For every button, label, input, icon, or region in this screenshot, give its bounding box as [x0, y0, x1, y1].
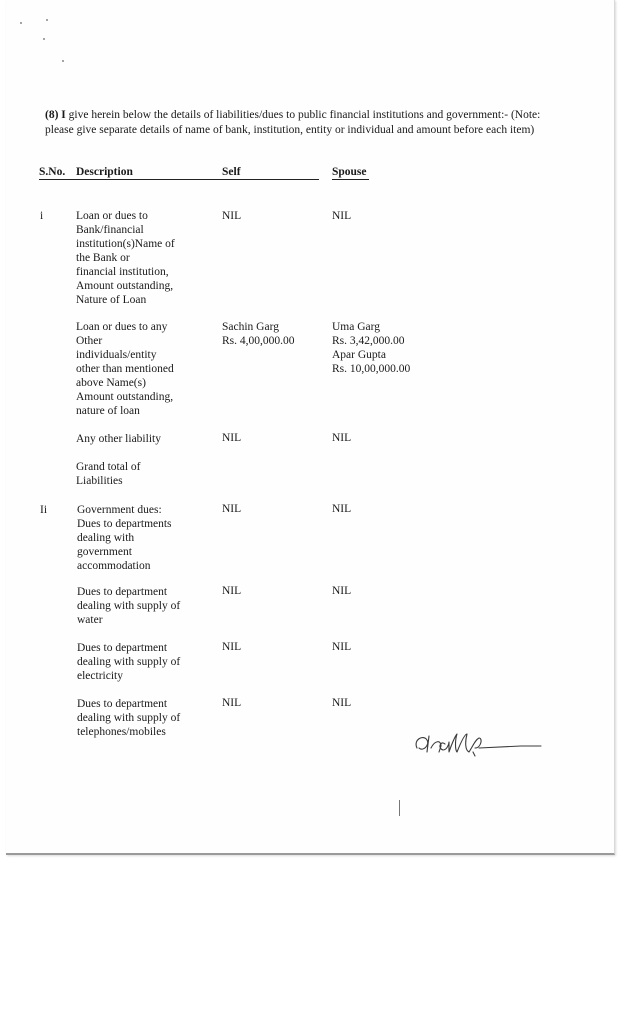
row-description: Dues to department dealing with supply of water	[77, 586, 181, 626]
scan-speck	[62, 60, 64, 62]
scan-speck	[46, 19, 48, 21]
row-self: NIL	[222, 697, 242, 709]
row-sno: i	[40, 210, 44, 222]
scan-mark	[399, 800, 400, 816]
row-spouse: NIL	[332, 585, 352, 597]
row-description: Grand total of Liabilities	[76, 461, 141, 487]
row-spouse: NIL	[332, 697, 352, 709]
row-spouse: NIL	[332, 641, 352, 653]
column-header-description: Description	[76, 166, 133, 178]
row-self: Sachin Garg Rs. 4,00,000.00	[222, 321, 295, 347]
row-description: Dues to department dealing with supply of electricity	[77, 642, 181, 682]
row-self: NIL	[222, 585, 242, 597]
column-header-self: Self	[222, 166, 241, 178]
row-spouse: NIL	[332, 210, 352, 222]
row-description: Dues to department dealing with supply of telephones/mobiles	[77, 698, 181, 738]
row-sno: Ii	[40, 504, 48, 516]
scan-speck	[20, 22, 22, 24]
row-self: NIL	[222, 641, 242, 653]
row-self: NIL	[222, 210, 242, 222]
section-heading	[45, 108, 545, 138]
row-spouse: NIL	[332, 432, 352, 444]
row-self: NIL	[222, 432, 242, 444]
row-description: Loan or dues to any Other individuals/entity other than mentioned above Name(s) Amount outstanding, nature of loan	[76, 321, 174, 417]
header-underline-spouse	[332, 179, 369, 180]
row-description: Loan or dues to Bank/financial institution(s)Name of the Bank or financial institution, Amount outstanding, Nature of Loan	[76, 210, 175, 306]
handwritten-signature	[411, 726, 551, 766]
row-description: Any other liability	[76, 433, 161, 445]
section-text: give herein below the details of liabilities/dues to public financial institutions and government:- (Note: please give separate details of name of bank, institution, entity or individual and amount before each item)	[45, 109, 541, 136]
column-header-sno: S.No.	[39, 166, 66, 178]
column-header-spouse: Spouse	[332, 166, 367, 178]
row-spouse: NIL	[332, 503, 352, 515]
section-number: (8) I	[45, 109, 66, 121]
row-spouse: Uma Garg Rs. 3,42,000.00 Apar Gupta Rs. 10,00,000.00	[332, 321, 411, 375]
row-description: Government dues: Dues to departments dealing with government accommodation	[77, 504, 172, 572]
header-underline	[39, 179, 319, 180]
scan-speck	[43, 38, 45, 40]
document-page	[6, 0, 615, 855]
row-self: NIL	[222, 503, 242, 515]
